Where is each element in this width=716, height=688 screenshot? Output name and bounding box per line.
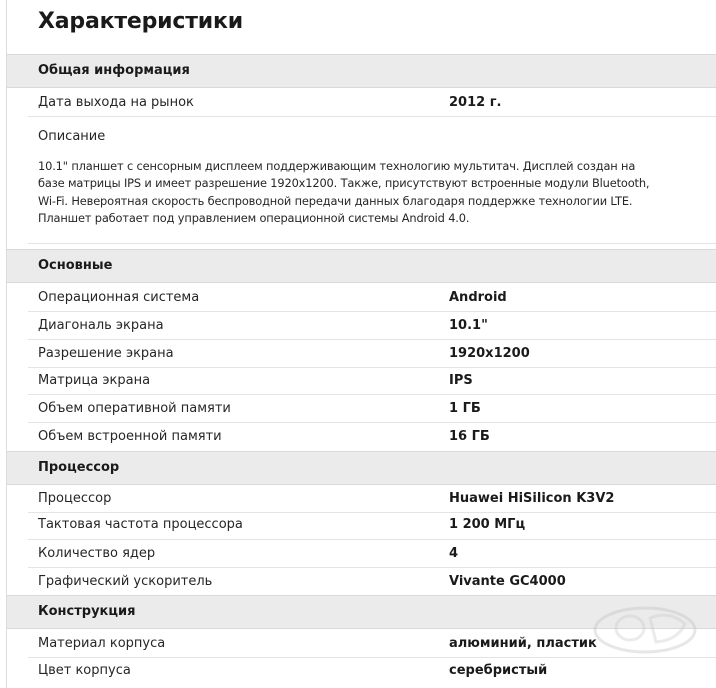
spec-value: 10.1" [449, 318, 488, 333]
spec-row-release-date [28, 88, 716, 117]
spec-value: 1 ГБ [449, 401, 481, 416]
spec-value: 1920x1200 [449, 346, 530, 361]
spec-row-cores [28, 540, 716, 568]
spec-label: Диагональ экрана [38, 318, 164, 333]
spec-value: серебристый [449, 663, 548, 678]
spec-row-cpu [28, 485, 716, 513]
spec-label: Матрица экрана [38, 373, 151, 388]
watermark-graphic [590, 600, 700, 660]
spec-value: алюминий, пластик [449, 636, 597, 651]
spec-row-resolution [28, 340, 716, 368]
spec-label: Цвет корпуса [38, 663, 131, 678]
spec-row-storage [28, 423, 716, 451]
spec-label: Операционная система [38, 290, 200, 305]
spec-label: Дата выхода на рынок [38, 95, 194, 110]
spec-label: Количество ядер [38, 546, 156, 561]
section-header-cpu [7, 451, 716, 485]
section-title-main: Основные [38, 258, 113, 273]
spec-value: 1 200 МГц [449, 517, 526, 532]
spec-row-os [28, 283, 716, 312]
section-header-general [7, 54, 716, 88]
spec-value: 4 [449, 546, 459, 561]
spec-row-frequency [28, 513, 716, 540]
spec-label: Тактовая частота процессора [38, 517, 243, 532]
spec-row-gpu [28, 568, 716, 595]
spec-value: Android [449, 290, 507, 305]
spec-label: Объем встроенной памяти [38, 429, 222, 444]
spec-value: Huawei HiSilicon K3V2 [449, 491, 615, 506]
spec-row-matrix [28, 368, 716, 395]
spec-value: 16 ГБ [449, 429, 490, 444]
spec-label: Процессор [38, 491, 112, 506]
description-label: Описание [38, 129, 106, 144]
page-title: Характеристики [38, 9, 243, 34]
spec-row-ram [28, 395, 716, 423]
spec-value: 2012 г. [449, 95, 502, 110]
section-title-build: Конструкция [38, 604, 136, 619]
spec-label: Объем оперативной памяти [38, 401, 231, 416]
divider [28, 243, 716, 244]
left-border [6, 0, 7, 688]
spec-label: Материал корпуса [38, 636, 166, 651]
spec-row-color [28, 658, 716, 688]
spec-label: Графический ускоритель [38, 574, 213, 589]
spec-value: IPS [449, 373, 473, 388]
section-title-cpu: Процессор [38, 460, 120, 475]
section-header-main [7, 249, 716, 283]
section-title-general: Общая информация [38, 63, 190, 78]
spec-value: Vivante GC4000 [449, 574, 566, 589]
spec-label: Разрешение экрана [38, 346, 174, 361]
description-text: 10.1" планшет с сенсорным дисплеем поддерживающим технологию мультитач. Дисплей создан на базе матрицы IPS и имеет разрешение 1920x1200. Также, присутствуют встроенные модули Bluetooth, Wi-Fi. Невероятная скорость беспроводной передачи данных благодаря поддержке технологии LTE. Планшет работает под управлением операционной системы Android 4.0. [38, 159, 650, 225]
spec-row-diagonal [28, 312, 716, 340]
